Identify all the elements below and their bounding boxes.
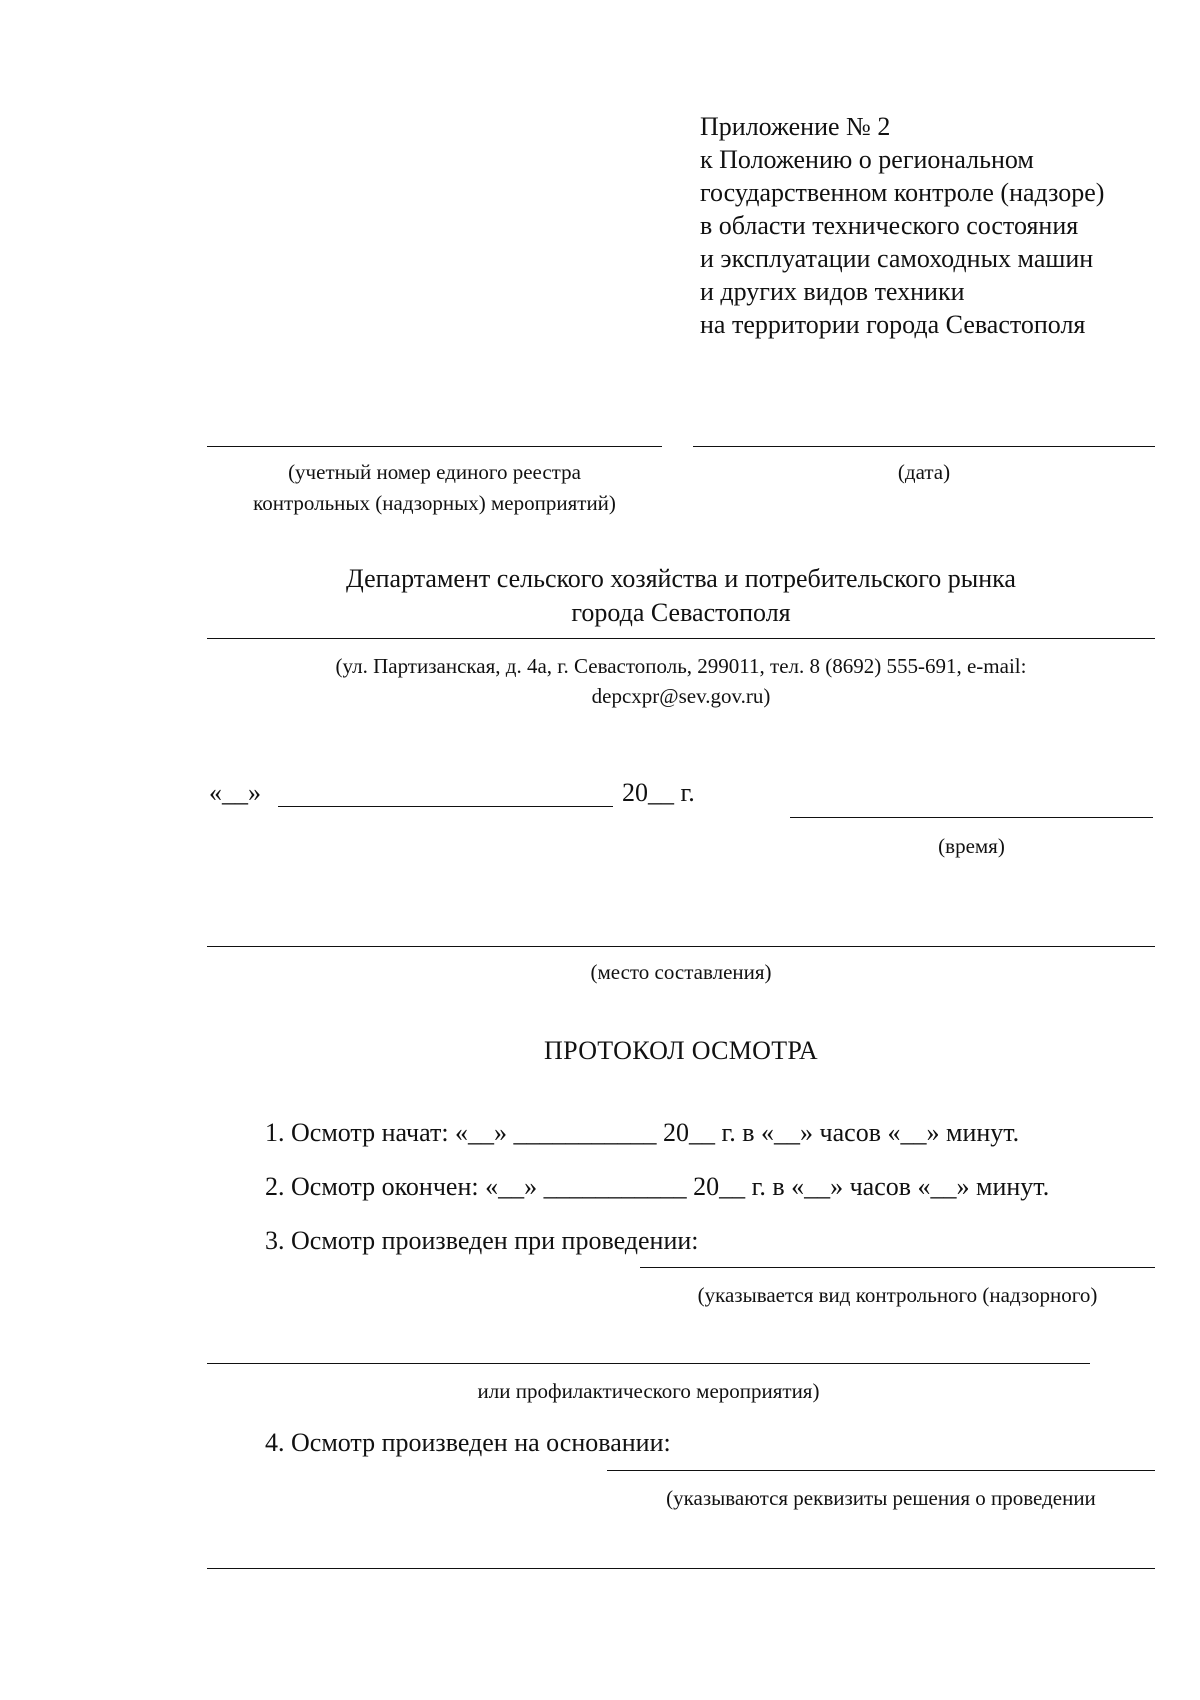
department-address <box>207 651 1155 711</box>
address-line1: (ул. Партизанская, д. 4а, г. Севастополь, 299011, тел. 8 (8692) 555-691, e-mail: <box>335 654 1027 678</box>
time-caption: (время) <box>938 834 1005 858</box>
registry-caption-line1: (учетный номер единого реестра <box>288 460 581 484</box>
appendix-line: в области технического состояния <box>700 211 1079 240</box>
place-line <box>207 946 1155 947</box>
month-line <box>278 806 613 807</box>
item4-line <box>607 1470 1155 1471</box>
place-caption: (место составления) <box>590 960 772 984</box>
appendix-line: государственном контроле (надзоре) <box>700 178 1105 207</box>
appendix-line: и эксплуатации самоходных машин <box>700 244 1094 273</box>
department-name-line2: города Севастополя <box>571 598 791 627</box>
item3-caption-2: или профилактического мероприятия) <box>477 1379 820 1403</box>
item4-caption-1: (указываются реквизиты решения о проведении <box>666 1486 1096 1510</box>
registry-number-line <box>207 446 662 447</box>
item4-line-2 <box>207 1568 1155 1569</box>
appendix-header <box>700 110 1104 341</box>
appendix-line: к Положению о региональном <box>700 145 1034 174</box>
registry-number-caption <box>207 457 662 519</box>
item3-caption-1: (указывается вид контрольного (надзорного) <box>697 1283 1098 1307</box>
protocol-item-1: 1. Осмотр начат: «__» ___________ 20__ г. в «__» часов «__» минут. <box>265 1118 1020 1147</box>
appendix-line: Приложение № 2 <box>700 112 891 141</box>
day-placeholder: «__» <box>209 778 261 807</box>
item3-line <box>640 1267 1155 1268</box>
appendix-line: на территории города Севастополя <box>700 310 1086 339</box>
date-caption: (дата) <box>897 460 951 484</box>
protocol-item-3: 3. Осмотр произведен при проведении: <box>265 1226 699 1255</box>
item3-line-2 <box>207 1363 1090 1364</box>
department-underline <box>207 638 1155 639</box>
appendix-line: и других видов техники <box>700 277 965 306</box>
protocol-item-4: 4. Осмотр произведен на основании: <box>265 1428 671 1457</box>
protocol-item-2: 2. Осмотр окончен: «__» ___________ 20__ г. в «__» часов «__» минут. <box>265 1172 1050 1201</box>
date-line <box>693 446 1155 447</box>
department-name <box>207 562 1155 630</box>
registry-caption-line2: контрольных (надзорных) мероприятий) <box>253 491 616 515</box>
year-text: 20__ г. <box>622 778 695 807</box>
address-line2: depcxpr@sev.gov.ru) <box>591 684 771 708</box>
time-line <box>790 817 1153 818</box>
protocol-title: ПРОТОКОЛ ОСМОТРА <box>544 1036 818 1065</box>
department-name-line1: Департамент сельского хозяйства и потребительского рынка <box>346 564 1016 593</box>
